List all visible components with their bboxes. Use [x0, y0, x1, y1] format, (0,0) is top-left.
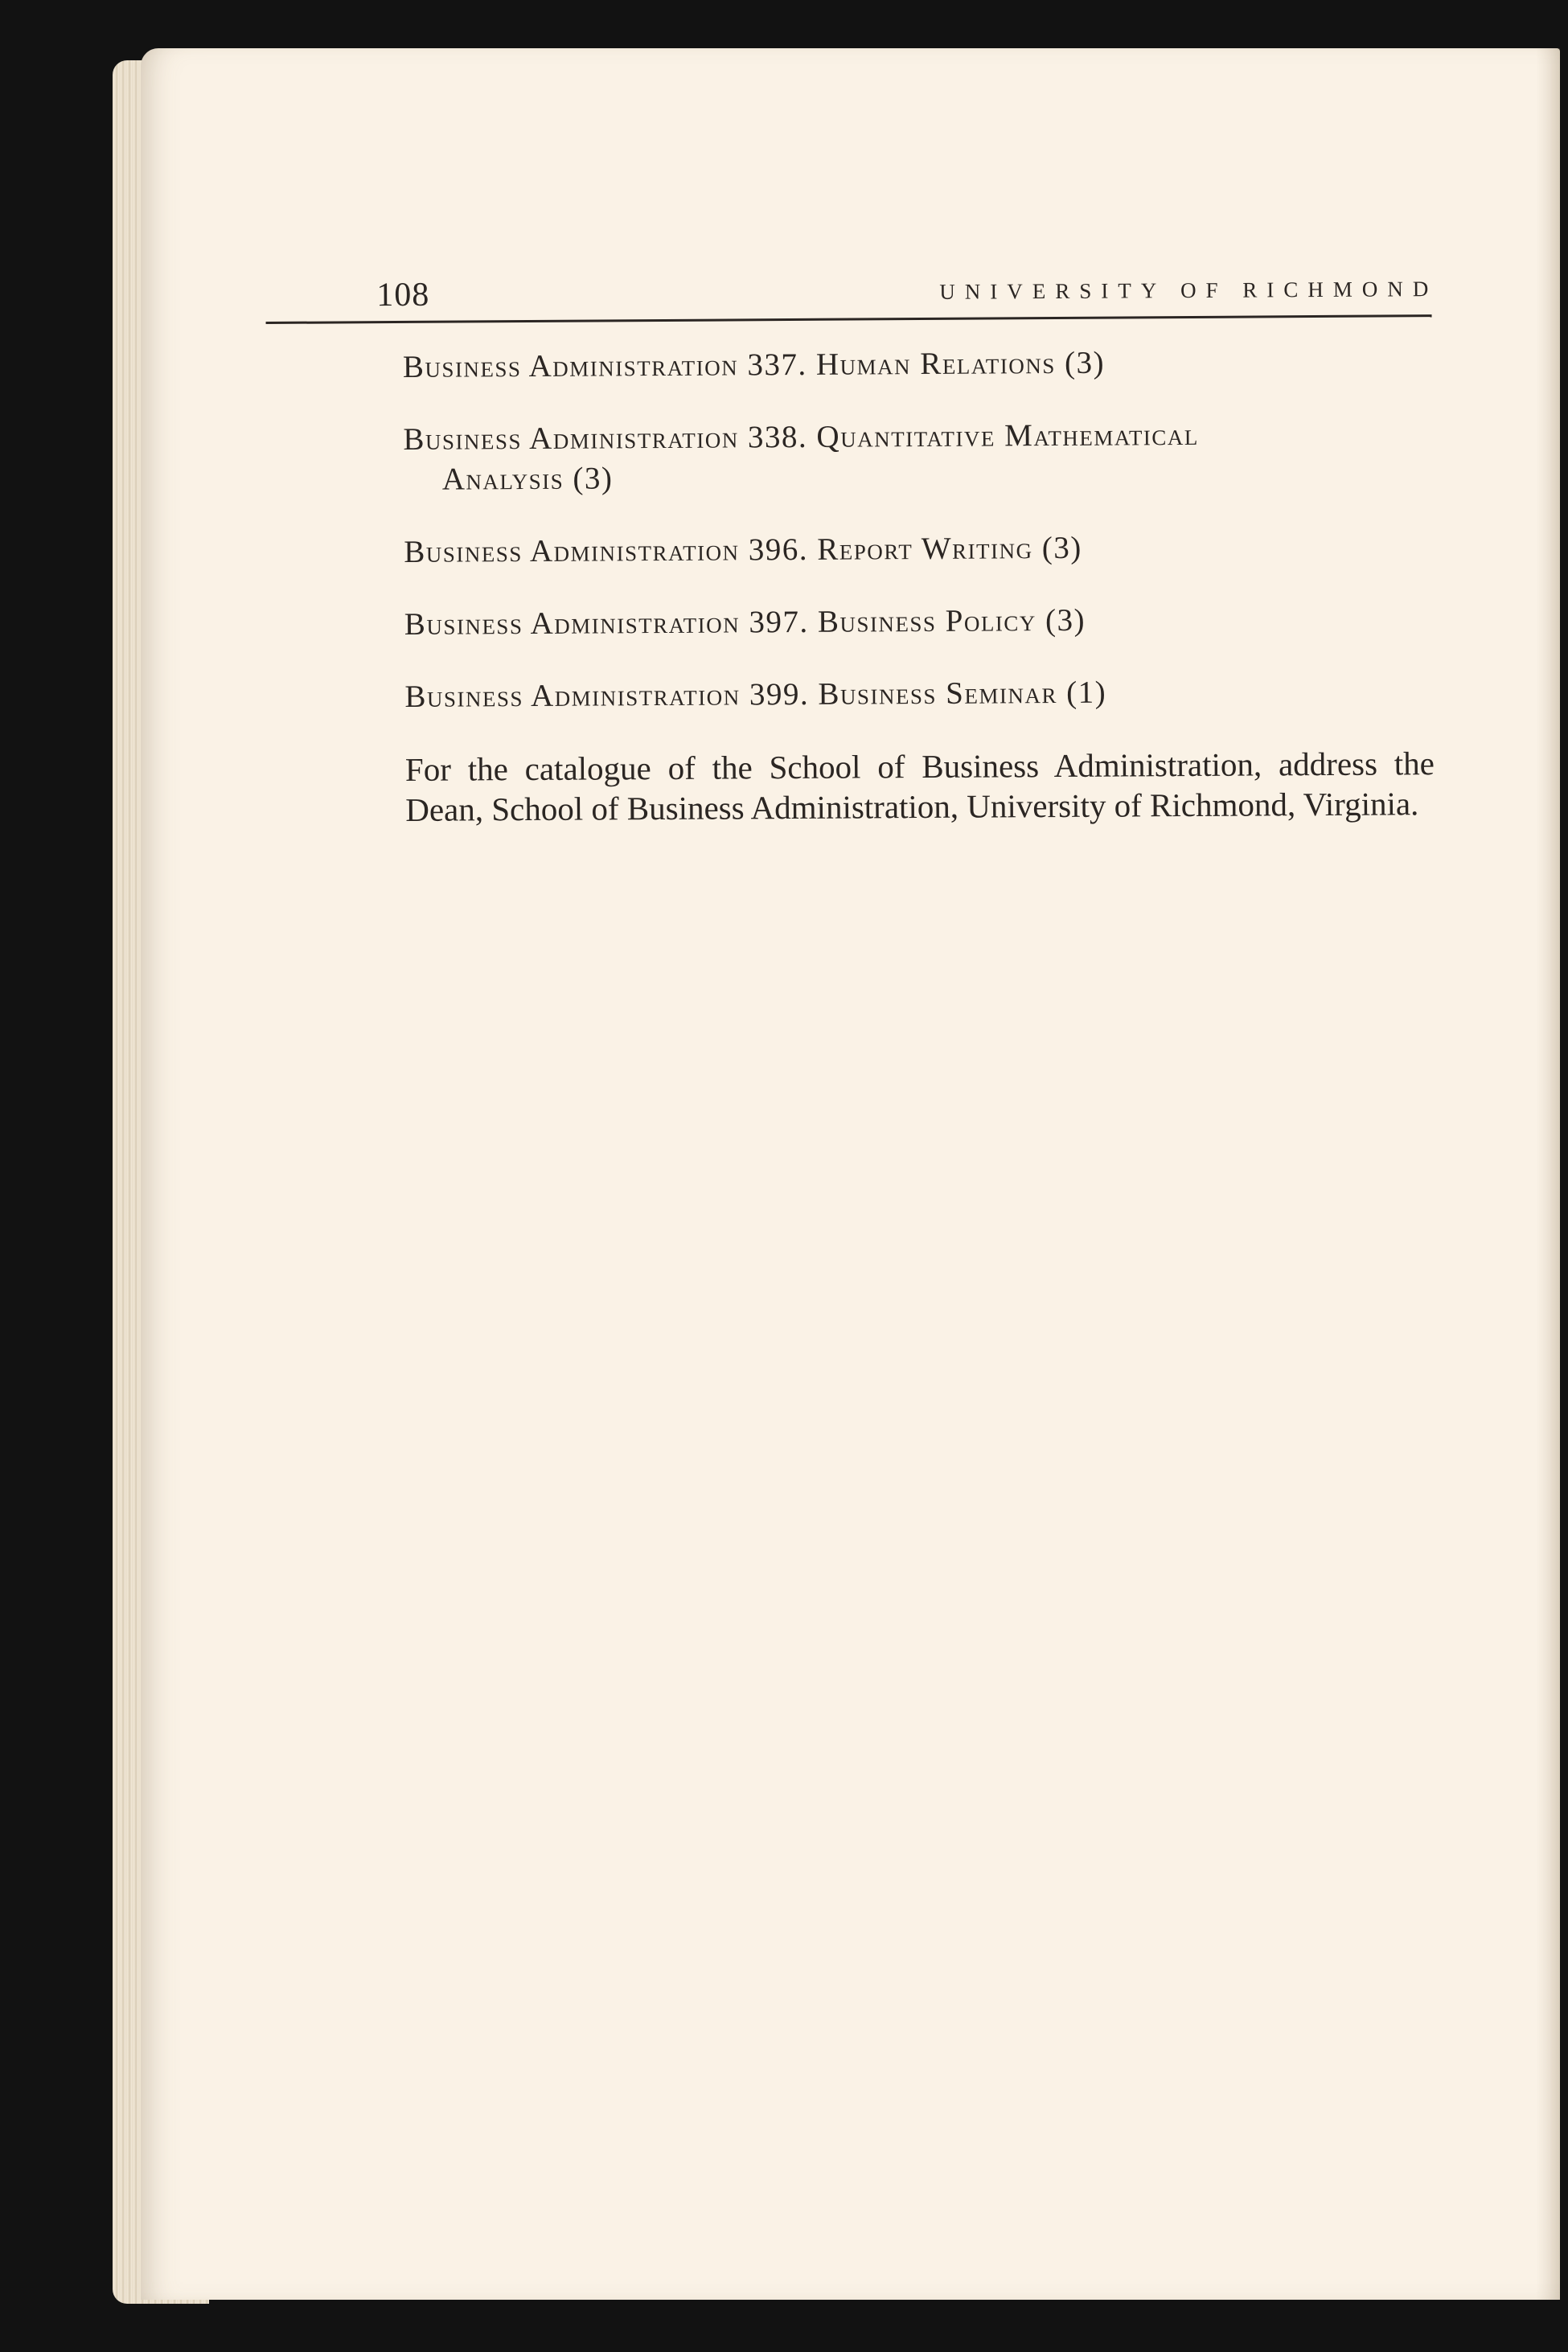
course-title: Business Administration 397. Business Policy (3) — [404, 602, 1086, 642]
course-title: Business Administration 338. Quantitative Mathematical — [403, 417, 1199, 457]
page-header — [265, 242, 1439, 324]
page-content — [265, 242, 1439, 864]
course-entry — [404, 598, 1434, 645]
course-entry — [404, 671, 1434, 717]
page-number: 108 — [376, 276, 430, 314]
catalogue-note: For the catalogue of the School of Business Administration, address the Dean, School of Business Administration, University of Richmond, Virginia. — [404, 745, 1435, 828]
running-title: UNIVERSITY OF RICHMOND — [939, 277, 1439, 304]
course-title-continued: Analysis (3) — [441, 461, 614, 497]
course-entry — [403, 413, 1433, 500]
course-entry — [403, 341, 1432, 388]
course-entry — [404, 526, 1433, 573]
course-title: Business Administration 399. Business Seminar (1) — [404, 675, 1107, 714]
course-list — [266, 341, 1435, 718]
page-gutter-shadow — [1536, 48, 1560, 2300]
course-title: Business Administration 337. Human Relations (3) — [402, 345, 1106, 384]
course-title: Business Administration 396. Report Writing (3) — [404, 530, 1082, 569]
